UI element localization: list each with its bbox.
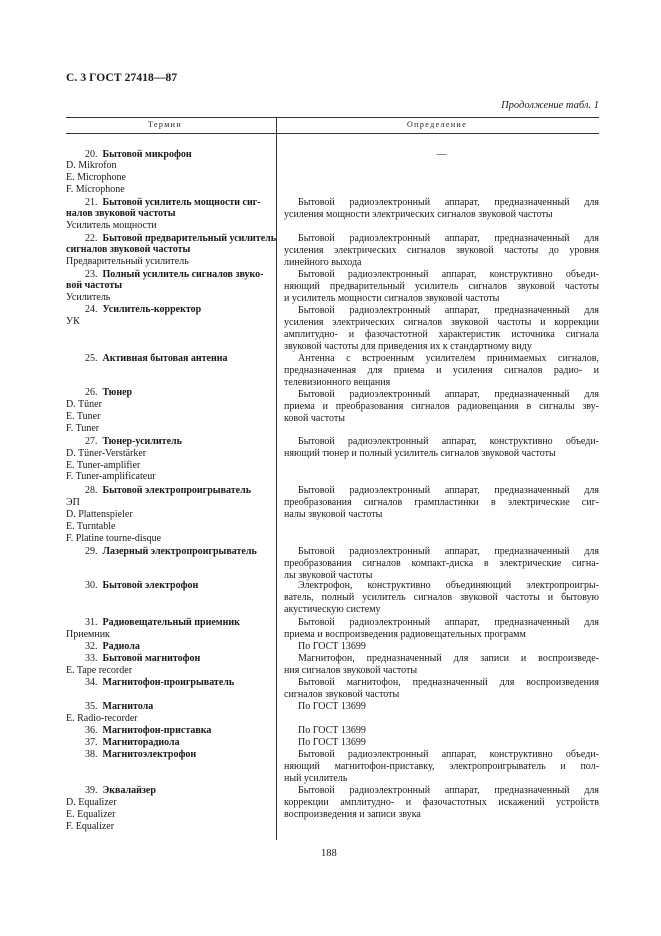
definition-line: няющий магнитофон-приставку, электропроигрыватель и пол- xyxy=(284,761,599,772)
term-line xyxy=(85,387,132,398)
term-line xyxy=(66,448,146,459)
term-text: Усилитель мощности xyxy=(66,220,157,231)
definition-line: няющий предварительный усилитель сигналов звуковой частоты xyxy=(284,281,599,292)
term-text: 38. xyxy=(85,749,98,760)
term-text: УК xyxy=(66,316,80,327)
term-text: E. Turntable xyxy=(66,521,116,532)
term-text: E. Equalizer xyxy=(66,809,116,820)
term-title: Бытовой магнитофон xyxy=(102,653,201,664)
definition-line: приема и воспроизведения радиовещательных программ xyxy=(284,629,526,640)
term-title: Усилитель-корректор xyxy=(102,304,202,315)
term-title: Бытовой усилитель мощности сиг- xyxy=(102,197,261,208)
definition-line: Бытовой радиоэлектронный аппарат, предназначенный для xyxy=(298,389,599,400)
definition-line: телевизионного вещания xyxy=(284,377,391,388)
definition-line: Бытовой радиоэлектронный аппарат, предназначенный для xyxy=(298,546,599,557)
term-line xyxy=(85,233,276,244)
definition-column-header: Определение xyxy=(407,120,468,129)
definition-line: Магнитофон, предназначенный для записи и воспроизведе- xyxy=(298,653,599,664)
table-header-rule xyxy=(66,133,599,134)
term-text: E. Tape recorder xyxy=(66,665,133,676)
term-line xyxy=(85,701,153,712)
term-line xyxy=(85,617,240,628)
term-text: E. Radio-recorder xyxy=(66,713,138,724)
term-text: D. Mikrofon xyxy=(66,160,117,171)
term-line xyxy=(85,353,228,364)
term-line xyxy=(66,460,140,471)
term-text: E. Microphone xyxy=(66,172,126,183)
term-line xyxy=(66,160,117,171)
definition-line: усиления мощности электрических сигналов звуковой частоты xyxy=(284,209,553,220)
term-text: E. Tuner xyxy=(66,411,101,422)
term-line xyxy=(85,641,140,652)
definition-line: Бытовой радиоэлектронный аппарат, предназначенный для xyxy=(298,785,599,796)
term-text: F. Platine tourne-disque xyxy=(66,533,162,544)
definition-line: По ГОСТ 13699 xyxy=(298,737,366,748)
term-line xyxy=(85,546,257,557)
term-text: 29. xyxy=(85,546,98,557)
term-line xyxy=(66,809,115,820)
definition-line: Бытовой радиоэлектронный аппарат, конструктивно объеди- xyxy=(298,436,599,447)
term-text: 33. xyxy=(85,653,98,664)
term-line xyxy=(66,220,157,231)
term-text: F. Microphone xyxy=(66,184,125,195)
term-text: E. Tuner-amplifier xyxy=(66,460,141,471)
term-text: Усилитель xyxy=(66,292,111,303)
term-text: Предварительный усилитель xyxy=(66,256,189,267)
definition-line: усиления электрических сигналов звуковой частоты и коррекции xyxy=(284,317,599,328)
definition-line: усиления электрических сигналов звуковой частоты до уровня xyxy=(284,245,599,256)
definition-line: По ГОСТ 13699 xyxy=(298,725,366,736)
term-line xyxy=(66,797,117,808)
term-text: F. Tuner xyxy=(66,423,100,434)
term-line xyxy=(66,509,133,520)
definition-line: Электрофон, конструктивно объединяющий электропроигры- xyxy=(298,580,599,591)
term-line xyxy=(66,521,115,532)
term-title: Магниторадиола xyxy=(102,737,180,748)
term-title: Бытовой электропроигрыватель xyxy=(102,485,251,496)
definition-line: Бытовой радиоэлектронный аппарат, предназначенный для xyxy=(298,617,599,628)
term-text: 25. xyxy=(85,353,98,364)
column-divider xyxy=(276,117,277,840)
term-text: 21. xyxy=(85,197,98,208)
definition-line: звуковой частоты для приведения их к стандартному виду xyxy=(284,341,532,352)
term-line xyxy=(66,280,122,291)
term-text: 24. xyxy=(85,304,98,315)
term-title: вой частоты xyxy=(66,280,123,291)
term-text: 37. xyxy=(85,737,98,748)
term-line xyxy=(66,256,189,267)
term-title: Магнитофон-приставка xyxy=(102,725,212,736)
definition-line: лы звуковой частоты xyxy=(284,570,373,581)
term-title: Эквалайзер xyxy=(102,785,156,796)
definition-line: Бытовой магнитофон, предназначенный для воспроизведения xyxy=(298,677,599,688)
definition-line: Бытовой радиоэлектронный аппарат, конструктивно объеди- xyxy=(298,749,599,760)
term-line xyxy=(66,244,190,255)
definition-line: ковой частоты xyxy=(284,413,345,424)
term-text: D. Tüner xyxy=(66,399,102,410)
term-line xyxy=(85,785,156,796)
definition-line: приема и преобразования сигналов радиовещания в сигналы зву- xyxy=(284,401,599,412)
term-line xyxy=(85,485,251,496)
term-title: Магнитола xyxy=(102,701,154,712)
term-line xyxy=(66,172,126,183)
term-text: ЭП xyxy=(66,497,80,508)
term-title: Бытовой электрофон xyxy=(102,580,199,591)
definition-line: ватель, полный усилитель сигналов звуковой частоты и бытовую xyxy=(284,592,599,603)
term-line xyxy=(85,269,264,280)
definition-line: Бытовой радиоэлектронный аппарат, предназначенный для xyxy=(298,233,599,244)
term-text: F. Tuner-amplificateur xyxy=(66,471,156,482)
definition-line: ния сигналов звуковой частоты xyxy=(284,665,418,676)
term-title: налов звуковой частоты xyxy=(66,208,176,219)
definition-line: амплитудно- и фазочастотной характеристик источника сигнала xyxy=(284,329,599,340)
definition-line: Бытовой радиоэлектронный аппарат, конструктивно объеди- xyxy=(298,269,599,280)
definition-line: сигналов звуковой частоты xyxy=(284,689,400,700)
term-text: 31. xyxy=(85,617,98,628)
term-title: Радиовещательный приемник xyxy=(102,617,240,628)
term-line xyxy=(66,411,100,422)
term-line xyxy=(85,677,234,688)
term-title: Бытовой предварительный усилитель xyxy=(102,233,277,244)
term-title: Магнитофон-проигрыватель xyxy=(102,677,235,688)
term-text: 39. xyxy=(85,785,98,796)
term-text: D. Tüner-Verstärker xyxy=(66,448,147,459)
term-line xyxy=(85,149,192,160)
definition-line: Бытовой радиоэлектронный аппарат, предназначенный для xyxy=(298,485,599,496)
term-title: Лазерный электропроигрыватель xyxy=(102,546,257,557)
term-title: Тюнер-усилитель xyxy=(102,436,182,447)
term-line xyxy=(66,292,110,303)
definition-line: налы звуковой частоты xyxy=(284,509,383,520)
term-line xyxy=(66,665,132,676)
term-title: сигналов звуковой частоты xyxy=(66,244,191,255)
term-title: Радиола xyxy=(102,641,140,652)
term-line xyxy=(66,713,138,724)
definition-line: преобразования сигналов компакт-диска в электрические сигна- xyxy=(284,558,599,569)
term-line xyxy=(66,208,176,219)
term-line xyxy=(66,399,102,410)
term-text: 22. xyxy=(85,233,98,244)
term-line xyxy=(85,436,182,447)
term-line xyxy=(85,304,201,315)
term-line xyxy=(66,629,110,640)
definition-line: Бытовой радиоэлектронный аппарат, предназначенный для xyxy=(298,197,599,208)
term-text: 36. xyxy=(85,725,98,736)
term-line xyxy=(85,725,211,736)
term-line xyxy=(85,737,180,748)
definition-line: акустическую систему xyxy=(284,604,381,615)
term-title: Активная бытовая антенна xyxy=(102,353,228,364)
term-text: 28. xyxy=(85,485,98,496)
page-number: 188 xyxy=(321,848,337,859)
term-text: Приемник xyxy=(66,629,110,640)
term-line xyxy=(85,197,261,208)
term-text: 26. xyxy=(85,387,98,398)
term-line xyxy=(85,580,198,591)
term-line xyxy=(66,497,80,508)
term-title: Магнитоэлектрофон xyxy=(102,749,197,760)
definition-line: линейного выхода xyxy=(284,257,362,268)
term-line xyxy=(66,471,156,482)
term-line xyxy=(66,821,114,832)
definition-line: — xyxy=(436,149,447,160)
term-text: 23. xyxy=(85,269,98,280)
term-text: 35. xyxy=(85,701,98,712)
term-text: 27. xyxy=(85,436,98,447)
term-title: Бытовой микрофон xyxy=(102,149,192,160)
term-line xyxy=(66,423,99,434)
table-continuation-note: Продолжение табл. 1 xyxy=(501,100,599,111)
term-text: 34. xyxy=(85,677,98,688)
definition-line: коррекции амплитудно- и фазочастотных искажений устройств xyxy=(284,797,599,808)
definition-line: и усилитель мощности сигналов звуковой частоты xyxy=(284,293,500,304)
term-text: 20. xyxy=(85,149,98,160)
term-line xyxy=(66,184,125,195)
term-text: 32. xyxy=(85,641,98,652)
definition-line: По ГОСТ 13699 xyxy=(298,641,366,652)
term-line xyxy=(66,533,161,544)
definition-line: предназначенная для приема и усиления сигналов радио- и xyxy=(284,365,599,376)
term-text: D. Plattenspieler xyxy=(66,509,133,520)
definition-line: воспроизведения и записи звука xyxy=(284,809,421,820)
table-top-rule xyxy=(66,117,599,118)
definition-line: няющий тюнер и полный усилитель сигналов звуковой частоты xyxy=(284,448,556,459)
definition-line: Антенна с встроенным усилителем принимаемых сигналов, xyxy=(298,353,599,364)
definition-line: По ГОСТ 13699 xyxy=(298,701,366,712)
term-title: Полный усилитель сигналов звуко- xyxy=(102,269,264,280)
term-text: F. Equalizer xyxy=(66,821,115,832)
definition-line: ный усилитель xyxy=(284,773,348,784)
term-title: Тюнер xyxy=(102,387,133,398)
term-column-header: Термин xyxy=(148,120,183,129)
term-line xyxy=(85,749,196,760)
term-line xyxy=(66,316,80,327)
term-line xyxy=(85,653,200,664)
definition-line: преобразования сигналов грампластинки в электрические сиг- xyxy=(284,497,599,508)
page-header: С. 3 ГОСТ 27418—87 xyxy=(66,72,178,84)
definition-line: Бытовой радиоэлектронный аппарат, предназначенный для xyxy=(298,305,599,316)
term-text: D. Equalizer xyxy=(66,797,117,808)
term-text: 30. xyxy=(85,580,98,591)
